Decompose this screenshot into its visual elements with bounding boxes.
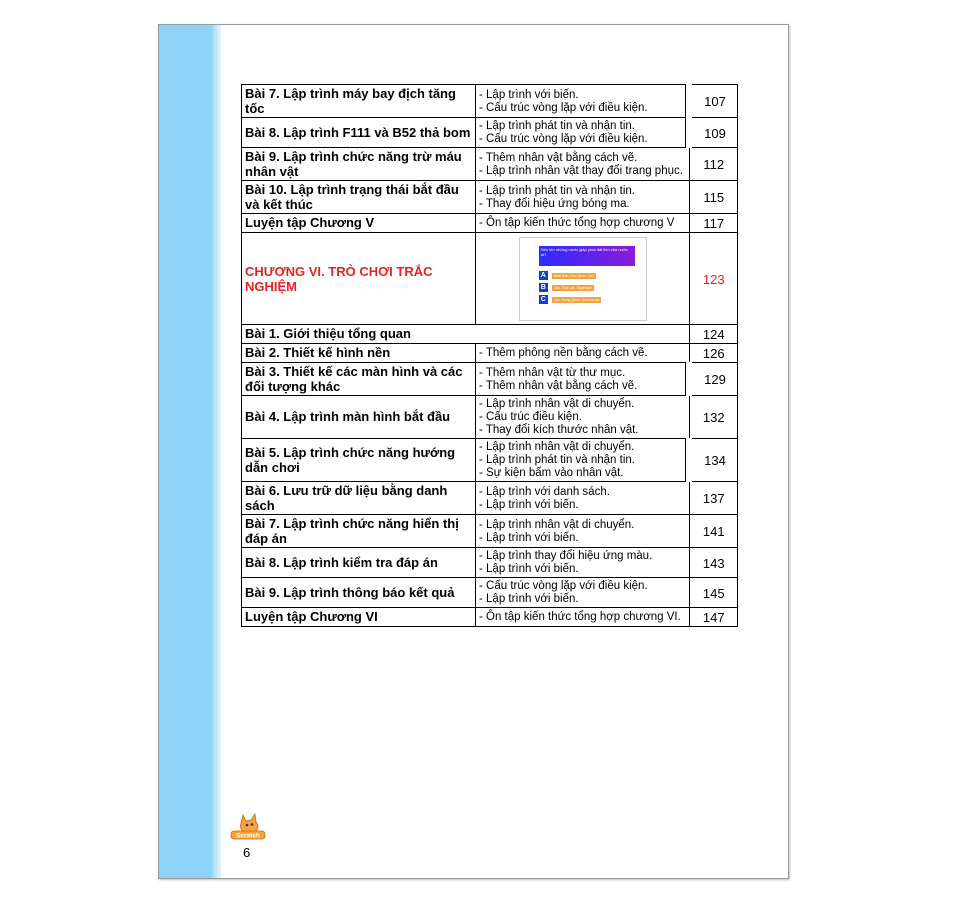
toc-row — [242, 85, 738, 118]
toc-row — [242, 396, 738, 439]
quiz-option-text: Lào, Trung Quốc, Campuchia — [553, 297, 600, 302]
content-line: - Lập trình với biến. — [479, 593, 579, 605]
content-line: - Thêm nhân vật bằng cách vẽ. — [479, 151, 638, 164]
content-line: - Ôn tập kiến thức tổng hợp chương VI. — [479, 611, 681, 623]
lesson-content — [476, 85, 690, 118]
toc-row — [242, 548, 738, 578]
content-line: - Cấu trúc vòng lặp với điều kiện. — [479, 133, 648, 145]
toc-row — [242, 515, 738, 548]
lesson-title: Bài 7. Lập trình chức năng hiển thị đáp án — [242, 515, 476, 548]
lesson-content — [476, 363, 690, 396]
page-ref: 147 — [689, 608, 738, 627]
content-line: - Thay đổi kích thước nhân vật. — [479, 424, 639, 436]
lesson-title: Bài 4. Lập trình màn hình bắt đầu — [242, 396, 476, 439]
lesson-title: Luyện tập Chương VI — [242, 608, 476, 627]
content-line: - Lập trình nhân vật di chuyển. — [479, 441, 635, 453]
quiz-option-letter: C — [540, 296, 546, 303]
table-of-contents — [241, 84, 738, 627]
page-ref: 107 — [689, 85, 738, 118]
lesson-content — [476, 482, 690, 515]
content-line: - Lập trình thay đổi hiệu ứng màu. — [479, 550, 653, 562]
content-line: - Sự kiện bấm vào nhân vật. — [479, 467, 624, 479]
content-line: - Lập trình với biến. — [479, 563, 579, 575]
content-line: - Lập trình nhân vật di chuyển. — [479, 398, 635, 410]
toc-row — [242, 482, 738, 515]
page-ref: 126 — [689, 344, 738, 363]
lesson-content — [476, 118, 690, 148]
lesson-title: Bài 3. Thiết kế các màn hình và các đối tượng khác — [242, 363, 476, 396]
lesson-content — [476, 214, 690, 233]
quiz-option-text: Nhật Bản, Hàn Quốc, Lào — [553, 273, 594, 278]
content-line: - Thêm phông nền bằng cách vẽ. — [479, 347, 648, 359]
toc-row — [242, 148, 738, 181]
toc-row — [242, 344, 738, 363]
content-line: - Lập trình với biến. — [479, 531, 579, 544]
chapter-title: CHƯƠNG VI. TRÒ CHƠI TRẮC NGHIỆM — [242, 233, 476, 325]
content-line: - Cấu trúc điều kiện. — [479, 411, 582, 423]
toc-row — [242, 214, 738, 233]
page-ref: 112 — [689, 148, 738, 181]
page-ref: 129 — [689, 363, 738, 396]
lesson-title: Bài 5. Lập trình chức năng hướng dẫn chơi — [242, 439, 476, 482]
content-line: - Lập trình với biến. — [479, 88, 579, 101]
toc-row — [242, 118, 738, 148]
lesson-title: Bài 9. Lập trình thông báo kết quả — [242, 578, 476, 608]
page-ref: 145 — [689, 578, 738, 608]
lesson-content — [476, 396, 690, 439]
quiz-question: Nếu tên những nước giáp phía đất liền của nước ta? — [539, 246, 635, 266]
chapter-row — [242, 233, 738, 325]
content-line: - Lập trình phát tin và nhận tin. — [479, 454, 635, 466]
lesson-content — [476, 548, 690, 578]
lesson-content — [476, 608, 690, 627]
content-line: - Cấu trúc vòng lặp với điều kiện. — [479, 101, 648, 114]
logo-text: Scratch — [236, 832, 260, 840]
toc-body — [242, 85, 738, 627]
toc-row — [242, 181, 738, 214]
content-line: - Thêm nhân vật từ thư mục. — [479, 366, 626, 379]
page-ref: 124 — [689, 325, 738, 344]
page-ref: 143 — [689, 548, 738, 578]
quiz-thumbnail — [519, 237, 647, 321]
content-line: - Lập trình nhân vật di chuyển. — [479, 518, 635, 531]
scratch-logo-icon — [229, 811, 269, 843]
lesson-title: Bài 2. Thiết kế hình nền — [242, 344, 476, 363]
chapter-thumbnail-cell — [476, 233, 690, 325]
page-ref: 115 — [689, 181, 738, 214]
quiz-option-text: Lào, Thái Lan, Myanmar — [553, 285, 592, 290]
page-ref: 132 — [689, 396, 738, 439]
content-line: - Cấu trúc vòng lặp với điều kiện. — [479, 580, 648, 592]
toc-row — [242, 608, 738, 627]
content-line: - Lập trình với biến. — [479, 498, 579, 511]
lesson-title: Bài 8. Lập trình kiểm tra đáp án — [242, 548, 476, 578]
document-page — [158, 24, 789, 879]
toc-row — [242, 439, 738, 482]
lesson-content — [476, 439, 690, 482]
page-number: 6 — [243, 845, 251, 860]
page-ref: 109 — [689, 118, 738, 148]
content-line: - Ôn tập kiến thức tổng hợp chương V — [479, 217, 675, 229]
page-ref: 117 — [689, 214, 738, 233]
content-line: - Thêm nhân vật bằng cách vẽ. — [479, 379, 638, 392]
lesson-title: Bài 1. Giới thiệu tổng quan — [242, 325, 690, 344]
content-line: - Lập trình với danh sách. — [479, 485, 610, 498]
lesson-title: Bài 8. Lập trình F111 và B52 thả bom — [242, 118, 476, 148]
content-line: - Lập trình phát tin và nhận tin. — [479, 184, 635, 197]
toc-row — [242, 325, 738, 344]
quiz-option-letter: B — [540, 284, 546, 291]
lesson-title: Bài 10. Lập trình trạng thái bắt đầu và kết thúc — [242, 181, 476, 214]
lesson-content — [476, 578, 690, 608]
side-stripe — [159, 25, 221, 878]
quiz-option-letter: A — [540, 272, 546, 279]
page-ref: 137 — [689, 482, 738, 515]
page-ref: 141 — [689, 515, 738, 548]
lesson-content — [476, 181, 690, 214]
toc-row — [242, 578, 738, 608]
toc-row — [242, 363, 738, 396]
content-line: - Lập trình nhân vật thay đổi trang phục. — [479, 164, 683, 177]
lesson-title: Luyện tập Chương V — [242, 214, 476, 233]
lesson-content — [476, 515, 690, 548]
chapter-page-ref: 123 — [689, 233, 738, 325]
lesson-content — [476, 344, 690, 363]
page-ref: 134 — [689, 439, 738, 482]
lesson-title: Bài 7. Lập trình máy bay địch tăng tốc — [242, 85, 476, 118]
lesson-content — [476, 148, 690, 181]
content-line: - Lập trình phát tin và nhận tin. — [479, 120, 635, 132]
lesson-title: Bài 6. Lưu trữ dữ liệu bằng danh sách — [242, 482, 476, 515]
lesson-title: Bài 9. Lập trình chức năng trừ máu nhân vật — [242, 148, 476, 181]
content-line: - Thay đổi hiệu ứng bóng ma. — [479, 197, 630, 210]
